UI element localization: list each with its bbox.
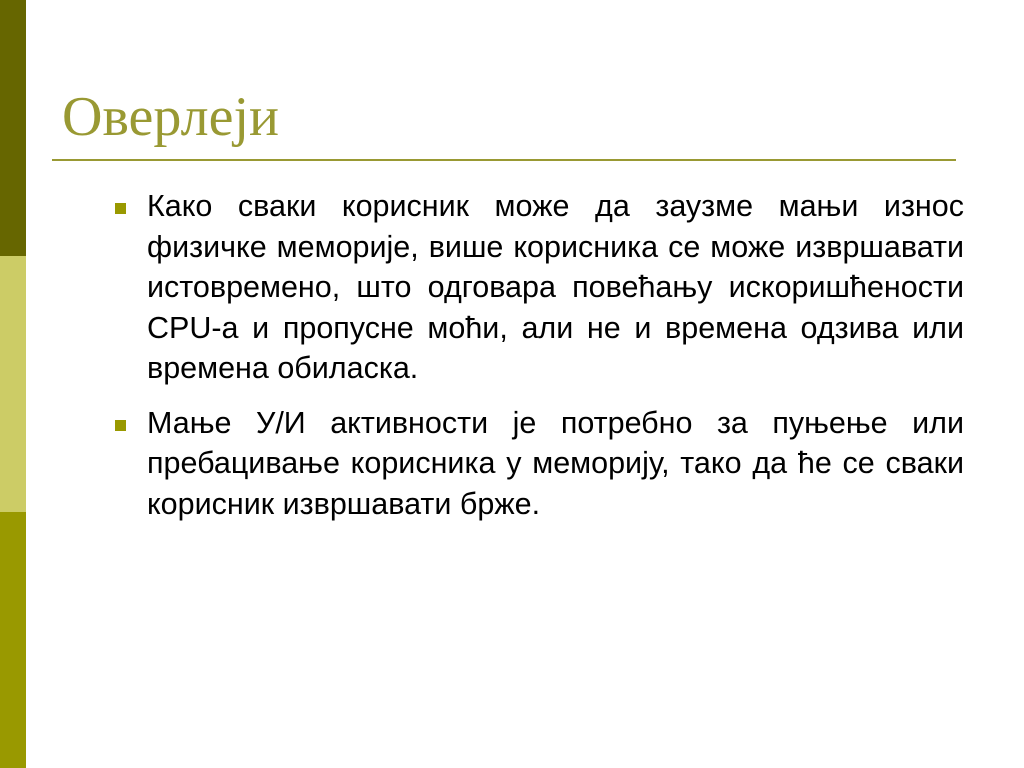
slide-title: Оверлеји (62, 86, 279, 148)
bullet-list (112, 186, 964, 538)
side-bar-top (0, 0, 26, 256)
bullet-item (112, 403, 964, 525)
side-bar-middle (0, 256, 26, 512)
bullet-text: Како сваки корисник може да заузме мањи износ физичке меморије, више корисника се може извршавати истовремено, што одговара повећању искоришћености CPU-а и пропусне моћи, али не и времена одзива или времена обиласка. (147, 189, 964, 385)
square-bullet-icon (115, 203, 126, 214)
title-underline (52, 159, 956, 161)
square-bullet-icon (115, 420, 126, 431)
side-bar-bottom (0, 512, 26, 768)
bullet-item (112, 186, 964, 389)
bullet-text: Мање У/И активности је потребно за пуњење или пребацивање корисника у меморију, тако да ће се сваки корисник извршавати брже. (147, 405, 964, 521)
